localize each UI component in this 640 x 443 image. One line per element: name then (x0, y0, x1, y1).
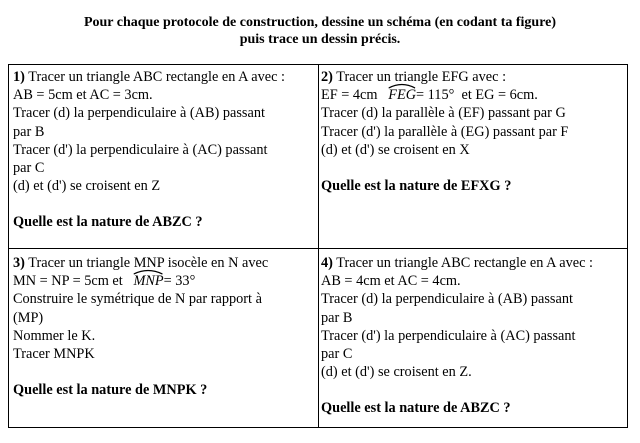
instruction-line: Tracer (d) la perpendiculaire à (AB) passant (13, 105, 265, 122)
instruction-line: Tracer un triangle ABC rectangle en A avec : (336, 255, 593, 271)
instruction-line: Nommer le K. (13, 327, 96, 344)
title-line-1: Pour chaque protocole de construction, dessine un schéma (en codant ta figure) (83, 15, 557, 30)
instruction-line: Tracer un triangle ABC rectangle en A avec : (28, 69, 285, 85)
angle-notation (388, 86, 416, 104)
instruction-line: par C (13, 160, 45, 177)
exercise-cell-4 (321, 254, 626, 418)
question: Quelle est la nature de MNPK ? (13, 382, 208, 399)
instruction-line: Construire le symétrique de N par rapport à (13, 291, 262, 308)
title-line-2: puis trace un dessin précis. (239, 32, 401, 47)
instruction-line: (d) et (d') se croisent en X (321, 141, 470, 158)
exercise-cell-2 (321, 68, 626, 195)
instruction-line: Tracer (d) la parallèle à (EF) passant par G (321, 105, 566, 122)
page-title (0, 14, 640, 48)
exercise-table (8, 64, 628, 428)
instruction-line: Tracer MNPK (13, 346, 95, 363)
exercise-cell-1 (13, 68, 316, 232)
instruction-line: AB = 4cm et AC = 4cm. (321, 273, 461, 290)
table-divider-vertical (318, 65, 319, 427)
instruction-line: par B (13, 123, 45, 140)
exercise-cell-3 (13, 254, 316, 399)
angle-name: FEG (388, 87, 417, 104)
question: Quelle est la nature de ABZC ? (13, 214, 203, 231)
table-divider-horizontal (9, 248, 627, 249)
instruction-line: Tracer (d) la perpendiculaire à (AB) passant (321, 291, 573, 308)
instruction-line: (d) et (d') se croisent en Z. (321, 364, 472, 381)
exercise-number: 2) (321, 69, 333, 85)
angle-notation (133, 272, 163, 290)
instruction-line: Tracer un triangle EFG avec : (336, 69, 507, 85)
angle-name: MNP (133, 273, 164, 290)
instruction-line: (MP) (13, 309, 44, 326)
instruction-line: Tracer un triangle MNP isocèle en N avec (28, 255, 269, 271)
exercise-number: 1) (13, 69, 25, 85)
question: Quelle est la nature de ABZC ? (321, 400, 511, 417)
instruction-text: EF = 4cm (321, 87, 378, 104)
instruction-line: (d) et (d') se croisent en Z (13, 178, 161, 195)
instruction-line: Tracer (d') la parallèle à (EG) passant par F (321, 123, 569, 140)
question: Quelle est la nature de EFXG ? (321, 178, 512, 195)
instruction-line: par C (321, 346, 353, 363)
instruction-line: par B (321, 309, 353, 326)
angle-hat-icon (388, 81, 416, 89)
instruction-text: MN = NP = 5cm et (13, 273, 123, 290)
exercise-number: 3) (13, 255, 25, 271)
angle-value: = 115° (416, 87, 455, 104)
instruction-text: et EG = 6cm. (461, 87, 538, 104)
exercise-number: 4) (321, 255, 333, 271)
instruction-line: Tracer (d') la perpendiculaire à (AC) passant (13, 141, 268, 158)
angle-value: = 33° (163, 273, 196, 290)
instruction-line: Tracer (d') la perpendiculaire à (AC) passant (321, 327, 576, 344)
angle-hat-icon (133, 267, 163, 275)
instruction-line: AB = 5cm et AC = 3cm. (13, 87, 153, 104)
